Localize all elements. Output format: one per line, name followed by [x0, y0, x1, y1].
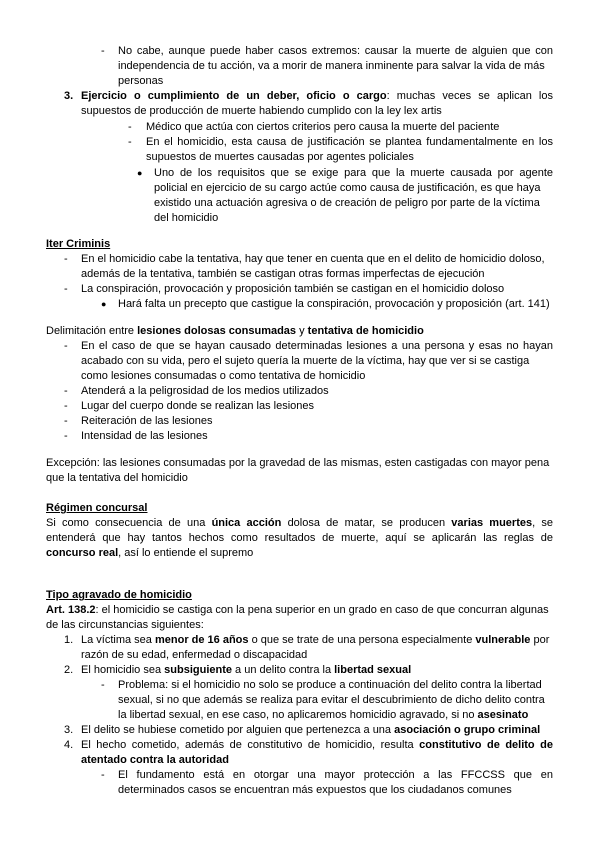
bold-term: asociación o grupo criminal	[394, 724, 541, 736]
text-run: a un delito contra la	[232, 664, 335, 676]
text-run: , así lo entiende el supremo	[118, 547, 254, 559]
bold-term: libertad sexual	[334, 664, 412, 676]
text-line: independencia de tu acción, va a morir de manera inminente para salvar la vida de más	[118, 60, 545, 72]
list-item-4	[81, 738, 553, 753]
bullet-marker: ●	[137, 168, 143, 178]
bold-term: vulnerable	[475, 634, 531, 646]
dash-marker: -	[64, 385, 68, 397]
text-line: determinados casos se encuentran más expuestos que los ciudadanos comunes	[118, 784, 512, 796]
text-run: , se	[532, 517, 553, 529]
list-number: 1.	[64, 634, 74, 646]
text-line: del homicidio	[154, 212, 219, 224]
bold-term: asesinato	[477, 709, 529, 721]
list-number: 3.	[64, 90, 74, 102]
text-line	[118, 708, 528, 723]
text-line: sexual, si no que además se realiza para evitar el descubrimiento de dicho delito contra	[118, 694, 545, 706]
dash-marker: -	[101, 679, 105, 691]
text-line: En el homicidio cabe la tentativa, hay que tener en cuenta que en el delito de homicidio doloso,	[81, 253, 545, 265]
text-run: Delimitación entre	[46, 325, 138, 337]
dash-marker: -	[64, 400, 68, 412]
text-line: Uno de los requisitos que se exige para que la muerte causada por agente	[154, 167, 553, 179]
text-line: entenderá que hay tantos hechos como resultados de muerte, aquí se aplicarán las reglas de	[46, 532, 553, 544]
list-item-2	[81, 663, 411, 678]
text-line: Intensidad de las lesiones	[81, 430, 208, 442]
dash-marker: -	[64, 283, 68, 295]
text-line	[46, 603, 549, 618]
list-item-1	[81, 633, 549, 648]
text-run: El delito se hubiese cometido por alguien que pertenezca a una	[81, 724, 395, 736]
bold-term: menor de 16 años	[154, 634, 249, 646]
bold-term: Ejercicio o cumplimiento de un deber, oficio o cargo	[81, 90, 387, 102]
text-run: El hecho cometido, además de constitutivo de homicidio, resulta	[81, 739, 420, 751]
text-line: que la tentativa del homicidio	[46, 472, 188, 484]
text-line: acabado con su vida, pero el sujeto quería la muerte de la víctima, hay que ver si se castiga	[81, 355, 530, 367]
section-heading	[46, 237, 110, 252]
text-line	[46, 516, 553, 531]
bold-term: constitutivo de delito de	[419, 739, 553, 751]
text-line: razón de su edad, enfermedad o discapacidad	[81, 649, 308, 661]
bullet-marker: ●	[101, 299, 107, 309]
text-line: En el caso de que se hayan causado determinadas lesiones a una persona y esas no hayan	[81, 340, 553, 352]
dash-marker: -	[128, 121, 132, 133]
text-line: supuestos de producción de muerte habiendo cumplido con la ley lex artis	[81, 105, 442, 117]
dash-marker: -	[64, 253, 68, 265]
text-run: Si como consecuencia de una	[46, 517, 212, 529]
text-run: : muchas veces se aplican los	[386, 90, 553, 102]
text-line: atentado contra la autoridad	[81, 754, 229, 766]
text-line: policial en ejercicio de su cargo actúe como causa de justificación, es que haya	[154, 182, 541, 194]
bold-term: tentativa de homicidio	[307, 325, 424, 337]
list-number: 4.	[64, 739, 74, 751]
text-line	[46, 546, 253, 561]
text-run: la libertad sexual, en ese caso, no aplicaremos homicidio agravado, si no	[118, 709, 478, 721]
text-line: El fundamento está en otorgar una mayor protección a las FFCCSS que en	[118, 769, 553, 781]
section-heading	[46, 588, 192, 603]
text-run: dolosa de matar, se producen	[281, 517, 452, 529]
bold-term: varias muertes	[451, 517, 533, 529]
text-run: La víctima sea	[81, 634, 155, 646]
bold-term: concurso real	[46, 547, 119, 559]
dash-marker: -	[64, 430, 68, 442]
list-number: 3.	[64, 724, 74, 736]
dash-marker: -	[101, 769, 105, 781]
text-line: Problema: si el homicidio no solo se produce a continuación del delito contra la libertad	[118, 679, 542, 691]
text-line: Atenderá a la peligrosidad de los medios utilizados	[81, 385, 329, 397]
heading-text: Tipo agravado de homicidio	[46, 589, 192, 601]
text-line: Reiteración de las lesiones	[81, 415, 213, 427]
text-run: El homicidio sea	[81, 664, 165, 676]
text-line: personas	[118, 75, 164, 87]
text-run: por	[530, 634, 550, 646]
text-line: La conspiración, provocación y proposición también se castigan en el homicidio doloso	[81, 283, 505, 295]
text-run: o que se trate de una persona especialmente	[248, 634, 476, 646]
dash-marker: -	[128, 136, 132, 148]
article-ref: Art. 138.2	[46, 604, 96, 616]
bold-term: única acción	[211, 517, 282, 529]
text-run: : el homicidio se castiga con la pena superior en un grado en caso de que concurran algunas	[95, 604, 549, 616]
text-line: como lesiones consumadas o como tentativa de homicidio	[81, 370, 366, 382]
dash-marker: -	[64, 415, 68, 427]
heading-text: Iter Criminis	[46, 238, 111, 250]
bold-term: subsiguiente	[164, 664, 232, 676]
text-line: existido una actuación agresiva o de creación de peligro por parte de la víctima	[154, 197, 540, 209]
text-line: Lugar del cuerpo donde se realizan las lesiones	[81, 400, 314, 412]
subsection-heading	[46, 324, 424, 339]
text-run: y	[296, 325, 308, 337]
text-line: además de la tentativa, también se castigan otras formas imperfectas de ejecución	[81, 268, 485, 280]
bold-term: lesiones dolosas consumadas	[137, 325, 297, 337]
text-line: de las circunstancias siguientes:	[46, 619, 204, 631]
list-item-3	[81, 89, 553, 104]
text-line: Excepción: las lesiones consumadas por la gravedad de las mismas, esten castigadas con mayor pena	[46, 457, 550, 469]
text-line: Hará falta un precepto que castigue la conspiración, provocación y proposición (art. 141)	[118, 298, 550, 310]
section-heading	[46, 501, 147, 516]
text-line: En el homicidio, esta causa de justificación se plantea fundamentalmente en los	[146, 136, 553, 148]
dash-marker: -	[64, 340, 68, 352]
heading-text: Régimen concursal	[46, 502, 148, 514]
text-line: No cabe, aunque puede haber casos extremos: causar la muerte de alguien que con	[118, 45, 553, 57]
text-line: Médico que actúa con ciertos criterios pero causa la muerte del paciente	[146, 121, 500, 133]
list-item-3	[81, 723, 540, 738]
dash-marker: -	[101, 45, 105, 57]
list-number: 2.	[64, 664, 74, 676]
text-line: supuestos de muertes causadas por agentes policiales	[146, 151, 414, 163]
